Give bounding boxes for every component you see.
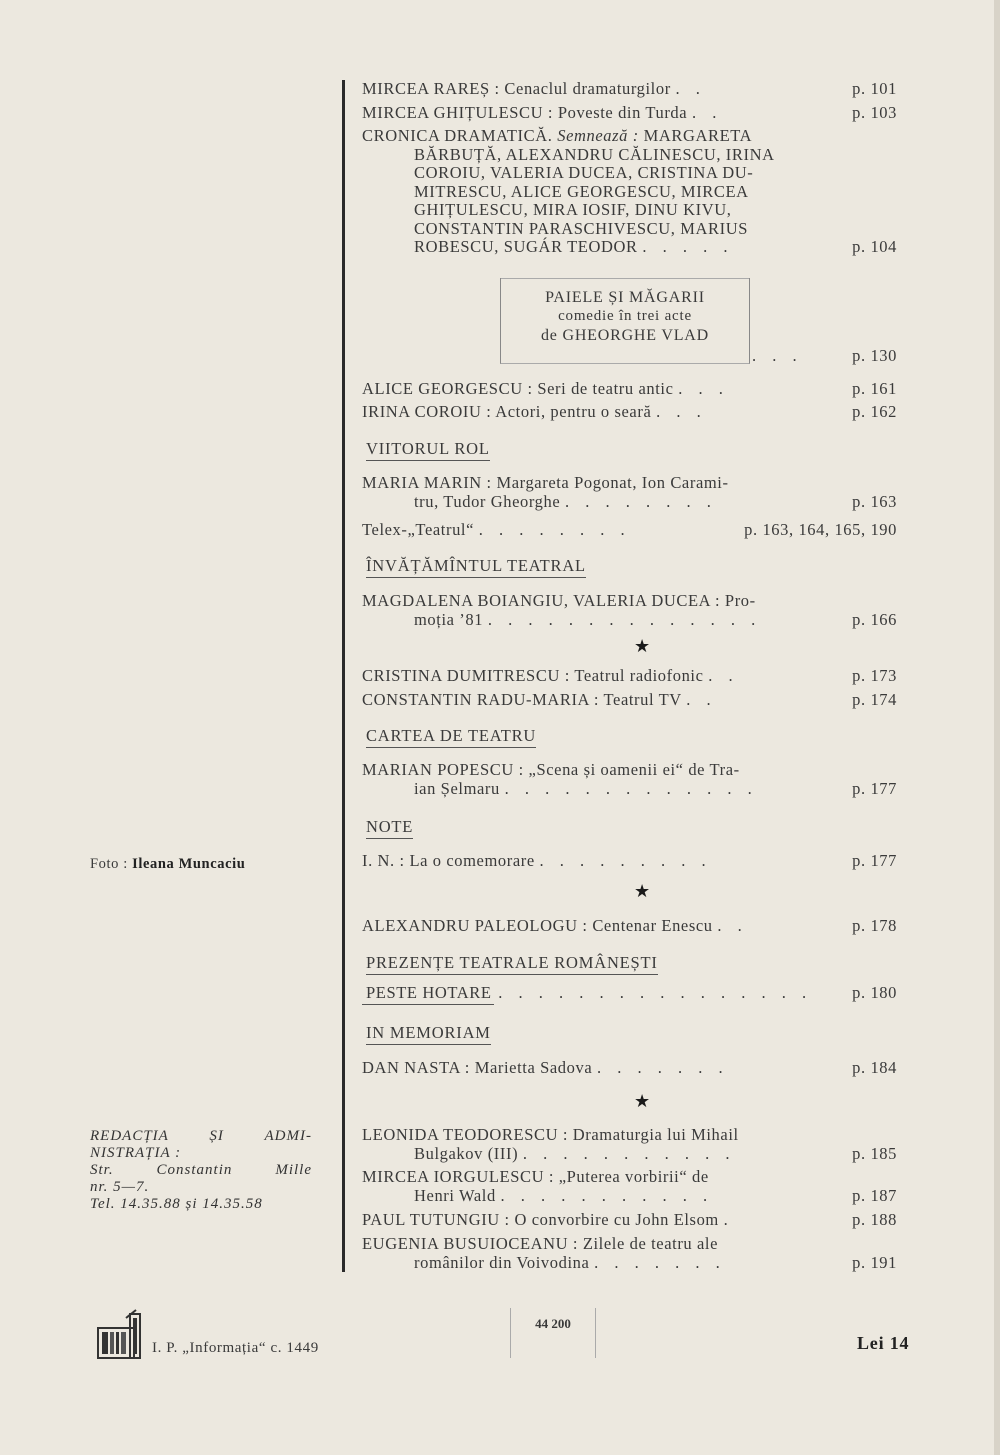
toc-entry-iorgulescu: MIRCEA IORGULESCU : „Puterea vorbirii“ de Henri Wald . . . . . . . . . . . p. 187 [362,1167,897,1205]
toc-entry-teodorescu: LEONIDA TEODORESCU : Dramaturgia lui Mihail Bulgakov (III) . . . . . . . . . . . p. 185 [362,1125,897,1163]
printer-logo-icon [96,1308,144,1360]
section-in-memoriam: IN MEMORIAM [366,1024,491,1045]
play-author: de GHEORGHE VLAD [540,327,710,344]
print-code: 44 200 [510,1308,596,1358]
section-cartea-de-teatru: CARTEA DE TEATRU [366,727,536,748]
toc-entry-nasta: DAN NASTA : Marietta Sadova . . . . . . . p. 184 [362,1058,897,1077]
printer-imprint: I. P. „Informația“ c. 1449 [152,1340,319,1356]
toc-entry-cronica: CRONICA DRAMATICĂ. Semnează : MARGARETA BĂRBUȚĂ, ALEXANDRU CĂLINESCU, IRINA COROIU, VALERIA DUCEA, CRISTINA DU- MITRESCU, ALICE GEORGESCU, MIRCEA GHIȚULESCU, MIRA IOSIF, DINU KIVU, CONSTANTIN PARASCHIVESCU, MARIUS ROBESCU, SUGÁR TEODOR . . . . . p. 104 [362,126,897,256]
play-title-box [500,278,750,364]
section-prezente-teatrale: PREZENȚE TEATRALE ROMÂNEȘTI [366,954,658,975]
play-title: PAIELE ȘI MĂGARII [545,289,705,306]
star-separator: ★ [634,1091,651,1111]
toc-entry-radio: CRISTINA DUMITRESCU : Teatrul radiofonic . . p. 173 [362,666,897,685]
toc-entry-promotia: MAGDALENA BOIANGIU, VALERIA DUCEA : Pro- moția ’81 . . . . . . . . . . . . . . p. 166 [362,591,897,629]
toc-entry-rares: MIRCEA RAREȘ : Cenaclul dramaturgilor . . p. 101 [362,79,897,98]
photo-credit: Foto : Ileana Muncaciu [90,856,246,872]
toc-entry-ghitulescu: MIRCEA GHIȚULESCU : Poveste din Turda . . p. 103 [362,103,897,122]
toc-entry-tv: CONSTANTIN RADU-MARIA : Teatrul TV . . p. 174 [362,690,897,709]
toc-entry-busuioceanu: EUGENIA BUSUIOCEANU : Zilele de teatru ale românilor din Voivodina . . . . . . . p. 191 [362,1234,897,1272]
toc-entry-comemorare: I. N. : La o comemorare . . . . . . . . . p. 177 [362,851,897,870]
toc-entry-popescu: MARIAN POPESCU : „Scena și oamenii ei“ de Tra- ian Șelmaru . . . . . . . . . . . . . p. 177 [362,760,897,798]
section-invatamintul-teatral: ÎNVĂȚĂMÎNTUL TEATRAL [366,557,586,578]
toc-entry-georgescu: ALICE GEORGESCU : Seri de teatru antic . . . p. 161 [362,379,897,398]
toc-entry-paleologu: ALEXANDRU PALEOLOGU : Centenar Enescu . . p. 178 [362,916,897,935]
star-separator: ★ [634,636,651,656]
toc-entry-coroiu: IRINA COROIU : Actori, pentru o seară . . . p. 162 [362,402,897,421]
price: Lei 14 [857,1333,910,1353]
toc-entry-marin: MARIA MARIN : Margareta Pogonat, Ion Carami- tru, Tudor Gheorghe . . . . . . . . p. 163 [362,473,897,511]
section-viitorul-rol: VIITORUL ROL [366,440,490,461]
editorial-address: REDACȚIA ȘI ADMI- NISTRAȚIA : Str. Constantin Mille nr. 5—7. Tel. 14.35.88 și 14.35.58 [90,1128,312,1212]
column-rule [342,80,345,1272]
page-edge [994,0,1000,1455]
toc-entry-play-page: . . . p. 130 [752,346,897,365]
play-subtitle: comedie în trei acte [558,308,692,324]
star-separator: ★ [634,881,651,901]
toc-entry-peste-hotare: PESTE HOTARE . . . . . . . . . . . . . . . . p. 180 [362,984,897,1003]
toc-entry-telex: Telex-„Teatrul“ . . . . . . . . p. 163, 164, 165, 190 [362,520,897,539]
toc-entry-tutungiu: PAUL TUTUNGIU : O convorbire cu John Elsom . p. 188 [362,1210,897,1229]
section-note: NOTE [366,818,413,839]
